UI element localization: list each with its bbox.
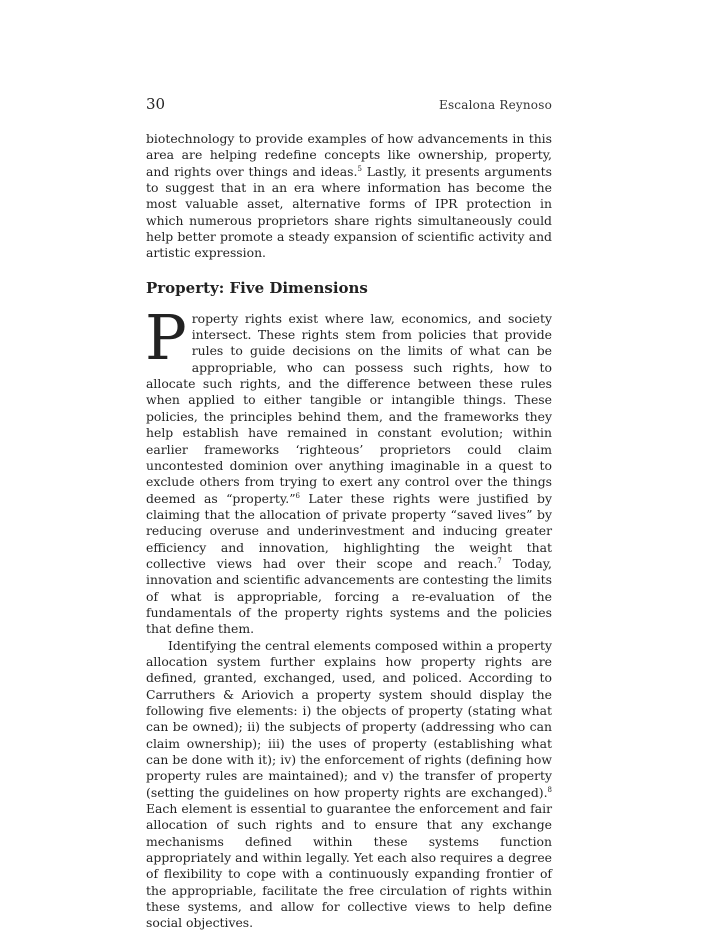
text-run: biotechnology to provide examples of how advancements in this area are helping redefine concepts like ownership, property, and rights over things and ideas. bbox=[146, 131, 552, 179]
footnote-ref: 5 bbox=[357, 164, 362, 173]
running-header bbox=[146, 95, 552, 113]
section-heading: Property: Five Dimensions bbox=[146, 278, 368, 297]
paragraph-2 bbox=[146, 638, 552, 932]
page-number: 30 bbox=[146, 95, 166, 113]
text-run: Today, innovation and scientific advancements are contesting the limits of what is appropriable, forcing a re-evaluation of the fundamentals of the property rights systems and the policies that define them. bbox=[146, 555, 552, 637]
running-author: Escalona Reynoso bbox=[438, 98, 552, 112]
intro-paragraph bbox=[146, 131, 552, 262]
body-text bbox=[146, 131, 552, 932]
text-run: Later these rights were justified by claiming that the allocation of private property “saved lives” by reducing overuse and underinvestment and inducing greater efficiency and innovation, highlighting the weight that collective views had over their scope and reach. bbox=[146, 490, 552, 571]
footnote-ref: 6 bbox=[295, 491, 301, 500]
text-run: Identifying the central elements composed within a property allocation system further explains how property rights are defined, granted, exchanged, used, and policed. According to Carruthers & Ariovich a property system should display the following five elements: i) the objects of property (stating what can be owned); ii) the subjects of property (addressing who can claim ownership); iii) the uses of property (establishing what can be done with it); iv) the enforcement of rights (defining how property rules are maintained); and v) the transfer of property (setting the guidelines on how property rights are exchanged). bbox=[146, 637, 552, 800]
footnote-ref: 7 bbox=[497, 556, 502, 565]
text-run: Lastly, it presents arguments to suggest that in an era where information has become the most valuable asset, alternative forms of IPR protection in which numerous proprietors share rights simultaneously could help better promote a steady expansion of scientific activity and artistic expression. bbox=[146, 163, 552, 261]
text-run: Each element is essential to guarantee the enforcement and fair allocation of such rights and to ensure that any exchange mechanisms defined within these systems function appropriately and within legally. Yet each also requires a degree of flexibility to cope with a continuously expanding frontier of the appropriable, facilitate the free circulation of rights within these systems, and allow for collective views to help define social objectives. bbox=[146, 801, 552, 931]
paragraph-1 bbox=[145, 300, 552, 638]
drop-cap: P bbox=[145, 300, 187, 374]
text-run: roperty rights exist where law, economics, and society intersect. These rights stem from policies that provide rules to guide decisions on the limits of what can be appropriable, who can possess such rights, how to allocate such rights, and the difference between these rules when applied to either tangible or intangible things. These policies, the principles behind them, and the frameworks they help establish have remained in constant evolution; within earlier frameworks ‘righteous’ proprietors could claim uncontested dominion over anything imaginable in a quest to exclude others from trying to exert any control over the things deemed as “property.” bbox=[146, 310, 552, 506]
footnote-ref: 8 bbox=[547, 785, 552, 794]
